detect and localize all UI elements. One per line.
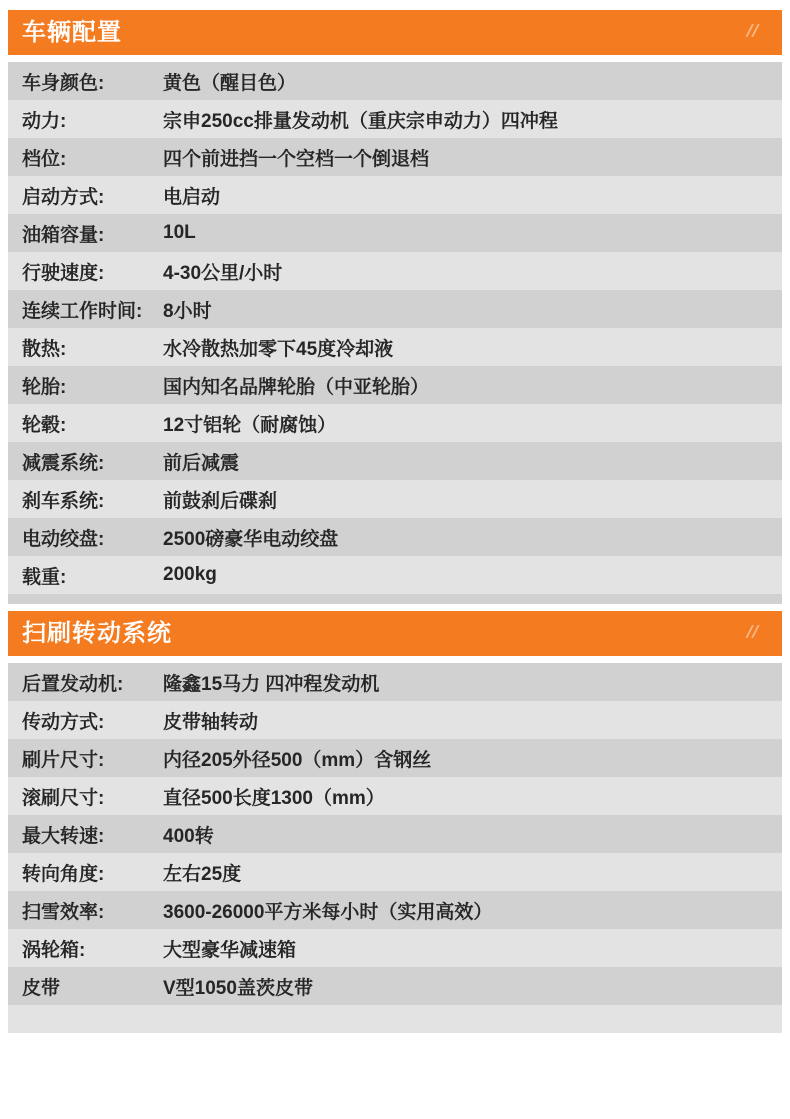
spec-value: 3600-26000平方米每小时（实用高效） [163,901,493,923]
spec-value: 2500磅豪华电动绞盘 [163,528,339,550]
empty-stripe [8,1005,782,1033]
section-title: 扫刷转动系统 [22,619,172,647]
spec-label: 车身颜色: [22,72,105,94]
spec-label: 后置发动机: [22,673,124,695]
spec-row [8,62,782,100]
spec-label: 涡轮箱: [22,939,86,961]
spec-table [8,62,782,594]
spec-table [8,663,782,1005]
spec-label: 档位: [22,148,67,170]
spec-row [8,556,782,594]
spec-label: 传动方式: [22,711,105,733]
spec-row [8,891,782,929]
spec-value: 内径205外径500（mm）含钢丝 [163,749,432,771]
spec-label: 轮毂: [22,414,67,436]
spec-label: 转向角度: [22,863,105,885]
spec-label: 刷片尺寸: [22,749,105,771]
spec-row [8,442,782,480]
spec-value: 10L [163,222,196,243]
spec-row [8,929,782,967]
spec-value: 前后减震 [163,452,240,474]
spec-section [8,611,782,1033]
spec-value: 400转 [163,825,214,847]
spec-row [8,404,782,442]
spec-value: 皮带轴转动 [163,711,259,733]
spec-value: 200kg [163,564,217,585]
spec-row [8,366,782,404]
section-header [8,611,782,656]
spec-value: 前鼓刹后碟刹 [163,490,278,512]
spec-label: 电动绞盘: [22,528,105,550]
spec-label: 行驶速度: [22,262,105,284]
spec-value: 大型豪华减速箱 [163,939,297,961]
spec-value: 8小时 [163,300,212,322]
spec-row [8,176,782,214]
spec-row [8,967,782,1005]
spec-row [8,100,782,138]
double-slash-icon: // [743,20,762,40]
spec-label: 连续工作时间: [22,300,143,322]
spec-section [8,10,782,604]
empty-stripe [8,594,782,604]
spec-row [8,138,782,176]
spec-row [8,663,782,701]
spec-value: 水冷散热加零下45度冷却液 [163,338,394,360]
spec-label: 皮带 [22,977,61,999]
spec-label: 刹车系统: [22,490,105,512]
spec-row [8,518,782,556]
spec-value: 电启动 [163,186,221,208]
spec-label: 减震系统: [22,452,105,474]
spec-value: 四个前进挡一个空档一个倒退档 [163,148,430,170]
spec-label: 散热: [22,338,67,360]
spec-row [8,480,782,518]
spec-row [8,701,782,739]
spec-value: 4-30公里/小时 [163,262,283,284]
spec-row [8,214,782,252]
spec-row [8,252,782,290]
spec-label: 扫雪效率: [22,901,105,923]
spec-row [8,853,782,891]
spec-label: 轮胎: [22,376,67,398]
spec-row [8,777,782,815]
spec-label: 滚刷尺寸: [22,787,105,809]
section-title: 车辆配置 [22,18,122,46]
spec-value: 宗申250cc排量发动机（重庆宗申动力）四冲程 [163,110,558,132]
double-slash-icon: // [743,621,762,641]
spec-label: 动力: [22,110,67,132]
spec-value: 直径500长度1300（mm） [163,787,385,809]
spec-row [8,815,782,853]
spec-label: 油箱容量: [22,224,105,246]
spec-row [8,290,782,328]
spec-value: 12寸铝轮（耐腐蚀） [163,414,337,436]
spec-value: 国内知名品牌轮胎（中亚轮胎） [163,376,430,398]
spec-row [8,739,782,777]
spec-value: 左右25度 [163,863,242,885]
section-header [8,10,782,55]
spec-value: 隆鑫15马力 四冲程发动机 [163,673,380,695]
spec-value: V型1050盖茨皮带 [163,977,313,999]
spec-value: 黄色（醒目色） [163,72,297,94]
spec-label: 载重: [22,566,67,588]
spec-label: 启动方式: [22,186,105,208]
spec-label: 最大转速: [22,825,105,847]
spec-row [8,328,782,366]
